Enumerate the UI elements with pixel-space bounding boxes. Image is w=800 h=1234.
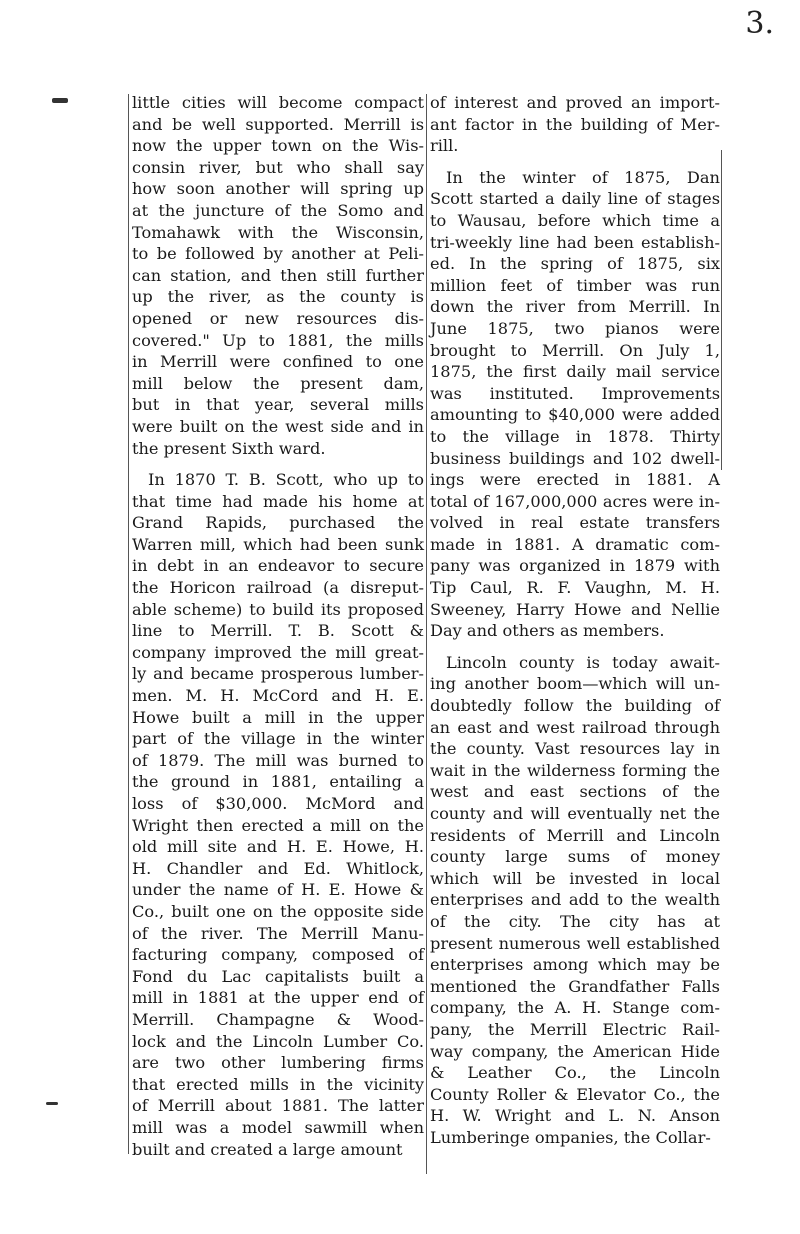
text-line: which will be invested in local bbox=[430, 868, 720, 888]
text-line: Lincoln county is today await- bbox=[446, 652, 720, 672]
text-line: now the upper town on the Wis- bbox=[132, 136, 424, 156]
text-line: Tip Caul, R. F. Vaughn, M. H. bbox=[430, 578, 720, 598]
text-line: west and east sections of the bbox=[430, 782, 720, 802]
right-column bbox=[430, 92, 720, 1149]
text-line: Fond du Lac capitalists built a bbox=[132, 966, 424, 986]
text-line: H. Chandler and Ed. Whitlock, bbox=[132, 858, 424, 878]
text-line: the county. Vast resources lay in bbox=[430, 739, 720, 759]
column-rule-right bbox=[721, 150, 722, 470]
margin-mark bbox=[46, 1102, 58, 1105]
text-line: ing another boom—which will un- bbox=[430, 674, 720, 694]
text-line: loss of $30,000. McMord and bbox=[132, 794, 424, 813]
paragraph bbox=[430, 652, 720, 1149]
text-line: volved in real estate transfers bbox=[430, 513, 720, 533]
text-line: residents of Merrill and Lincoln bbox=[430, 825, 720, 845]
text-line: up the river, as the county is bbox=[132, 287, 424, 307]
text-line: mill in 1881 at the upper end of bbox=[132, 988, 424, 1008]
text-line: June 1875, two pianos were bbox=[430, 318, 720, 338]
text-line: tri-weekly line had been establish- bbox=[430, 232, 720, 252]
text-line: ant factor in the building of Mer- bbox=[430, 114, 720, 134]
text-line: to be followed by another at Peli- bbox=[132, 244, 424, 264]
text-line: brought to Merrill. On July 1, bbox=[430, 340, 720, 360]
text-line: Grand Rapids, purchased the bbox=[132, 513, 424, 533]
text-line: that time had made his home at bbox=[132, 491, 424, 511]
text-line: are two other lumbering firms bbox=[132, 1053, 424, 1073]
text-line: In the winter of 1875, Dan bbox=[446, 167, 720, 187]
text-line: part of the village in the winter bbox=[132, 729, 424, 749]
column-rule-middle bbox=[426, 94, 427, 1174]
text-line: county large sums of money bbox=[430, 847, 720, 867]
left-column bbox=[132, 92, 424, 1160]
text-line: Tomahawk with the Wisconsin, bbox=[132, 222, 424, 242]
margin-mark bbox=[52, 98, 68, 103]
text-line: to Wausau, before which time a bbox=[430, 210, 720, 230]
text-line: Scott started a daily line of stages bbox=[430, 189, 720, 209]
text-line: enterprises among which may be bbox=[430, 955, 720, 975]
text-line: doubtedly follow the building of bbox=[430, 696, 720, 716]
text-line: opened or new resources dis- bbox=[132, 308, 424, 328]
text-line: were built on the west side and in bbox=[132, 416, 424, 436]
text-line: facturing company, composed of bbox=[132, 945, 424, 965]
text-line: present numerous well established bbox=[430, 933, 720, 953]
text-line: of Merrill about 1881. The latter bbox=[132, 1096, 424, 1116]
paragraph bbox=[132, 469, 424, 1160]
text-line: able scheme) to build its proposed bbox=[132, 599, 424, 619]
text-line: and be well supported. Merrill is bbox=[132, 114, 424, 134]
text-line: wait in the wilderness forming the bbox=[430, 760, 720, 780]
text-line: Co., built one on the opposite side bbox=[132, 901, 424, 921]
text-line: Merrill. Champagne & Wood- bbox=[132, 1009, 424, 1029]
text-line: business buildings and 102 dwell- bbox=[430, 448, 720, 468]
text-line: total of 167,000,000 acres were in- bbox=[430, 491, 720, 511]
paragraph-gap bbox=[430, 157, 720, 167]
text-line: old mill site and H. E. Howe, H. bbox=[132, 837, 424, 857]
text-line: the ground in 1881, entailing a bbox=[132, 772, 424, 792]
text-line: in Merrill were confined to one bbox=[132, 352, 424, 372]
paragraph-gap bbox=[430, 642, 720, 652]
page-number: 3. bbox=[745, 6, 774, 41]
text-line: company, the A. H. Stange com- bbox=[430, 998, 720, 1018]
text-line: H. W. Wright and L. N. Anson bbox=[430, 1106, 720, 1126]
text-line: made in 1881. A dramatic com- bbox=[430, 534, 720, 554]
text-line: was instituted. Improvements bbox=[430, 383, 720, 403]
text-line: ed. In the spring of 1875, six bbox=[430, 254, 720, 274]
text-line: amounting to $40,000 were added bbox=[430, 405, 720, 425]
text-line: enterprises and add to the wealth bbox=[430, 890, 720, 910]
text-line: Day and others as members. bbox=[430, 621, 665, 641]
paragraph bbox=[430, 167, 720, 642]
paragraph-gap bbox=[132, 459, 424, 469]
text-line: to the village in 1878. Thirty bbox=[430, 426, 720, 446]
text-line: line to Merrill. T. B. Scott & bbox=[132, 621, 424, 641]
text-line: of interest and proved an import- bbox=[430, 93, 720, 112]
text-line: that erected mills in the vicinity bbox=[132, 1074, 424, 1094]
text-line: mentioned the Grandfather Falls bbox=[430, 976, 720, 996]
text-line: in debt in an endeavor to secure bbox=[132, 556, 424, 576]
text-line: Lumberinge ompanies, the Collar- bbox=[430, 1127, 711, 1147]
text-line: county and will eventually net the bbox=[430, 804, 720, 823]
text-line: County Roller & Elevator Co., the bbox=[430, 1084, 720, 1104]
text-line: consin river, but who shall say bbox=[132, 157, 424, 177]
text-line: can station, and then still further bbox=[132, 265, 424, 285]
text-line: little cities will become compact bbox=[132, 93, 424, 112]
text-line: Wright then erected a mill on the bbox=[132, 815, 424, 835]
text-line: ings were erected in 1881. A bbox=[430, 470, 720, 490]
text-line: covered." Up to 1881, the mills bbox=[132, 330, 424, 350]
text-line: at the juncture of the Somo and bbox=[132, 200, 424, 220]
text-line: of the city. The city has at bbox=[430, 911, 720, 931]
text-line: how soon another will spring up bbox=[132, 179, 424, 199]
text-line: lock and the Lincoln Lumber Co. bbox=[132, 1031, 424, 1051]
text-line: million feet of timber was run bbox=[430, 275, 720, 295]
text-line: 1875, the first daily mail service bbox=[430, 362, 720, 382]
text-line: company improved the mill great- bbox=[132, 642, 424, 662]
paragraph bbox=[430, 92, 720, 157]
text-line: an east and west railroad through bbox=[430, 717, 720, 737]
text-line: of 1879. The mill was burned to bbox=[132, 750, 424, 770]
text-line: Sweeney, Harry Howe and Nellie bbox=[430, 599, 720, 619]
text-line: men. M. H. McCord and H. E. bbox=[132, 686, 424, 706]
text-line: rill. bbox=[430, 136, 459, 156]
text-line: In 1870 T. B. Scott, who up to bbox=[148, 470, 424, 490]
text-line: built and created a large amount bbox=[132, 1139, 403, 1159]
text-line: pany was organized in 1879 with bbox=[430, 556, 720, 576]
text-line: under the name of H. E. Howe & bbox=[132, 880, 424, 900]
text-line: mill was a model sawmill when bbox=[132, 1117, 424, 1137]
text-line: way company, the American Hide bbox=[430, 1041, 720, 1061]
text-line: of the river. The Merrill Manu- bbox=[132, 923, 424, 943]
text-line: pany, the Merrill Electric Rail- bbox=[430, 1019, 720, 1039]
text-line: Howe built a mill in the upper bbox=[132, 707, 424, 727]
paragraph bbox=[132, 92, 424, 459]
column-rule-left bbox=[128, 94, 129, 1154]
text-line: & Leather Co., the Lincoln bbox=[430, 1063, 720, 1083]
text-line: Warren mill, which had been sunk bbox=[132, 534, 424, 554]
text-line: down the river from Merrill. In bbox=[430, 297, 720, 317]
text-line: but in that year, several mills bbox=[132, 395, 424, 415]
text-line: the Horicon railroad (a disreput- bbox=[132, 578, 424, 598]
text-line: ly and became prosperous lumber- bbox=[132, 664, 424, 684]
text-line: mill below the present dam, bbox=[132, 373, 424, 393]
text-line: the present Sixth ward. bbox=[132, 438, 326, 458]
